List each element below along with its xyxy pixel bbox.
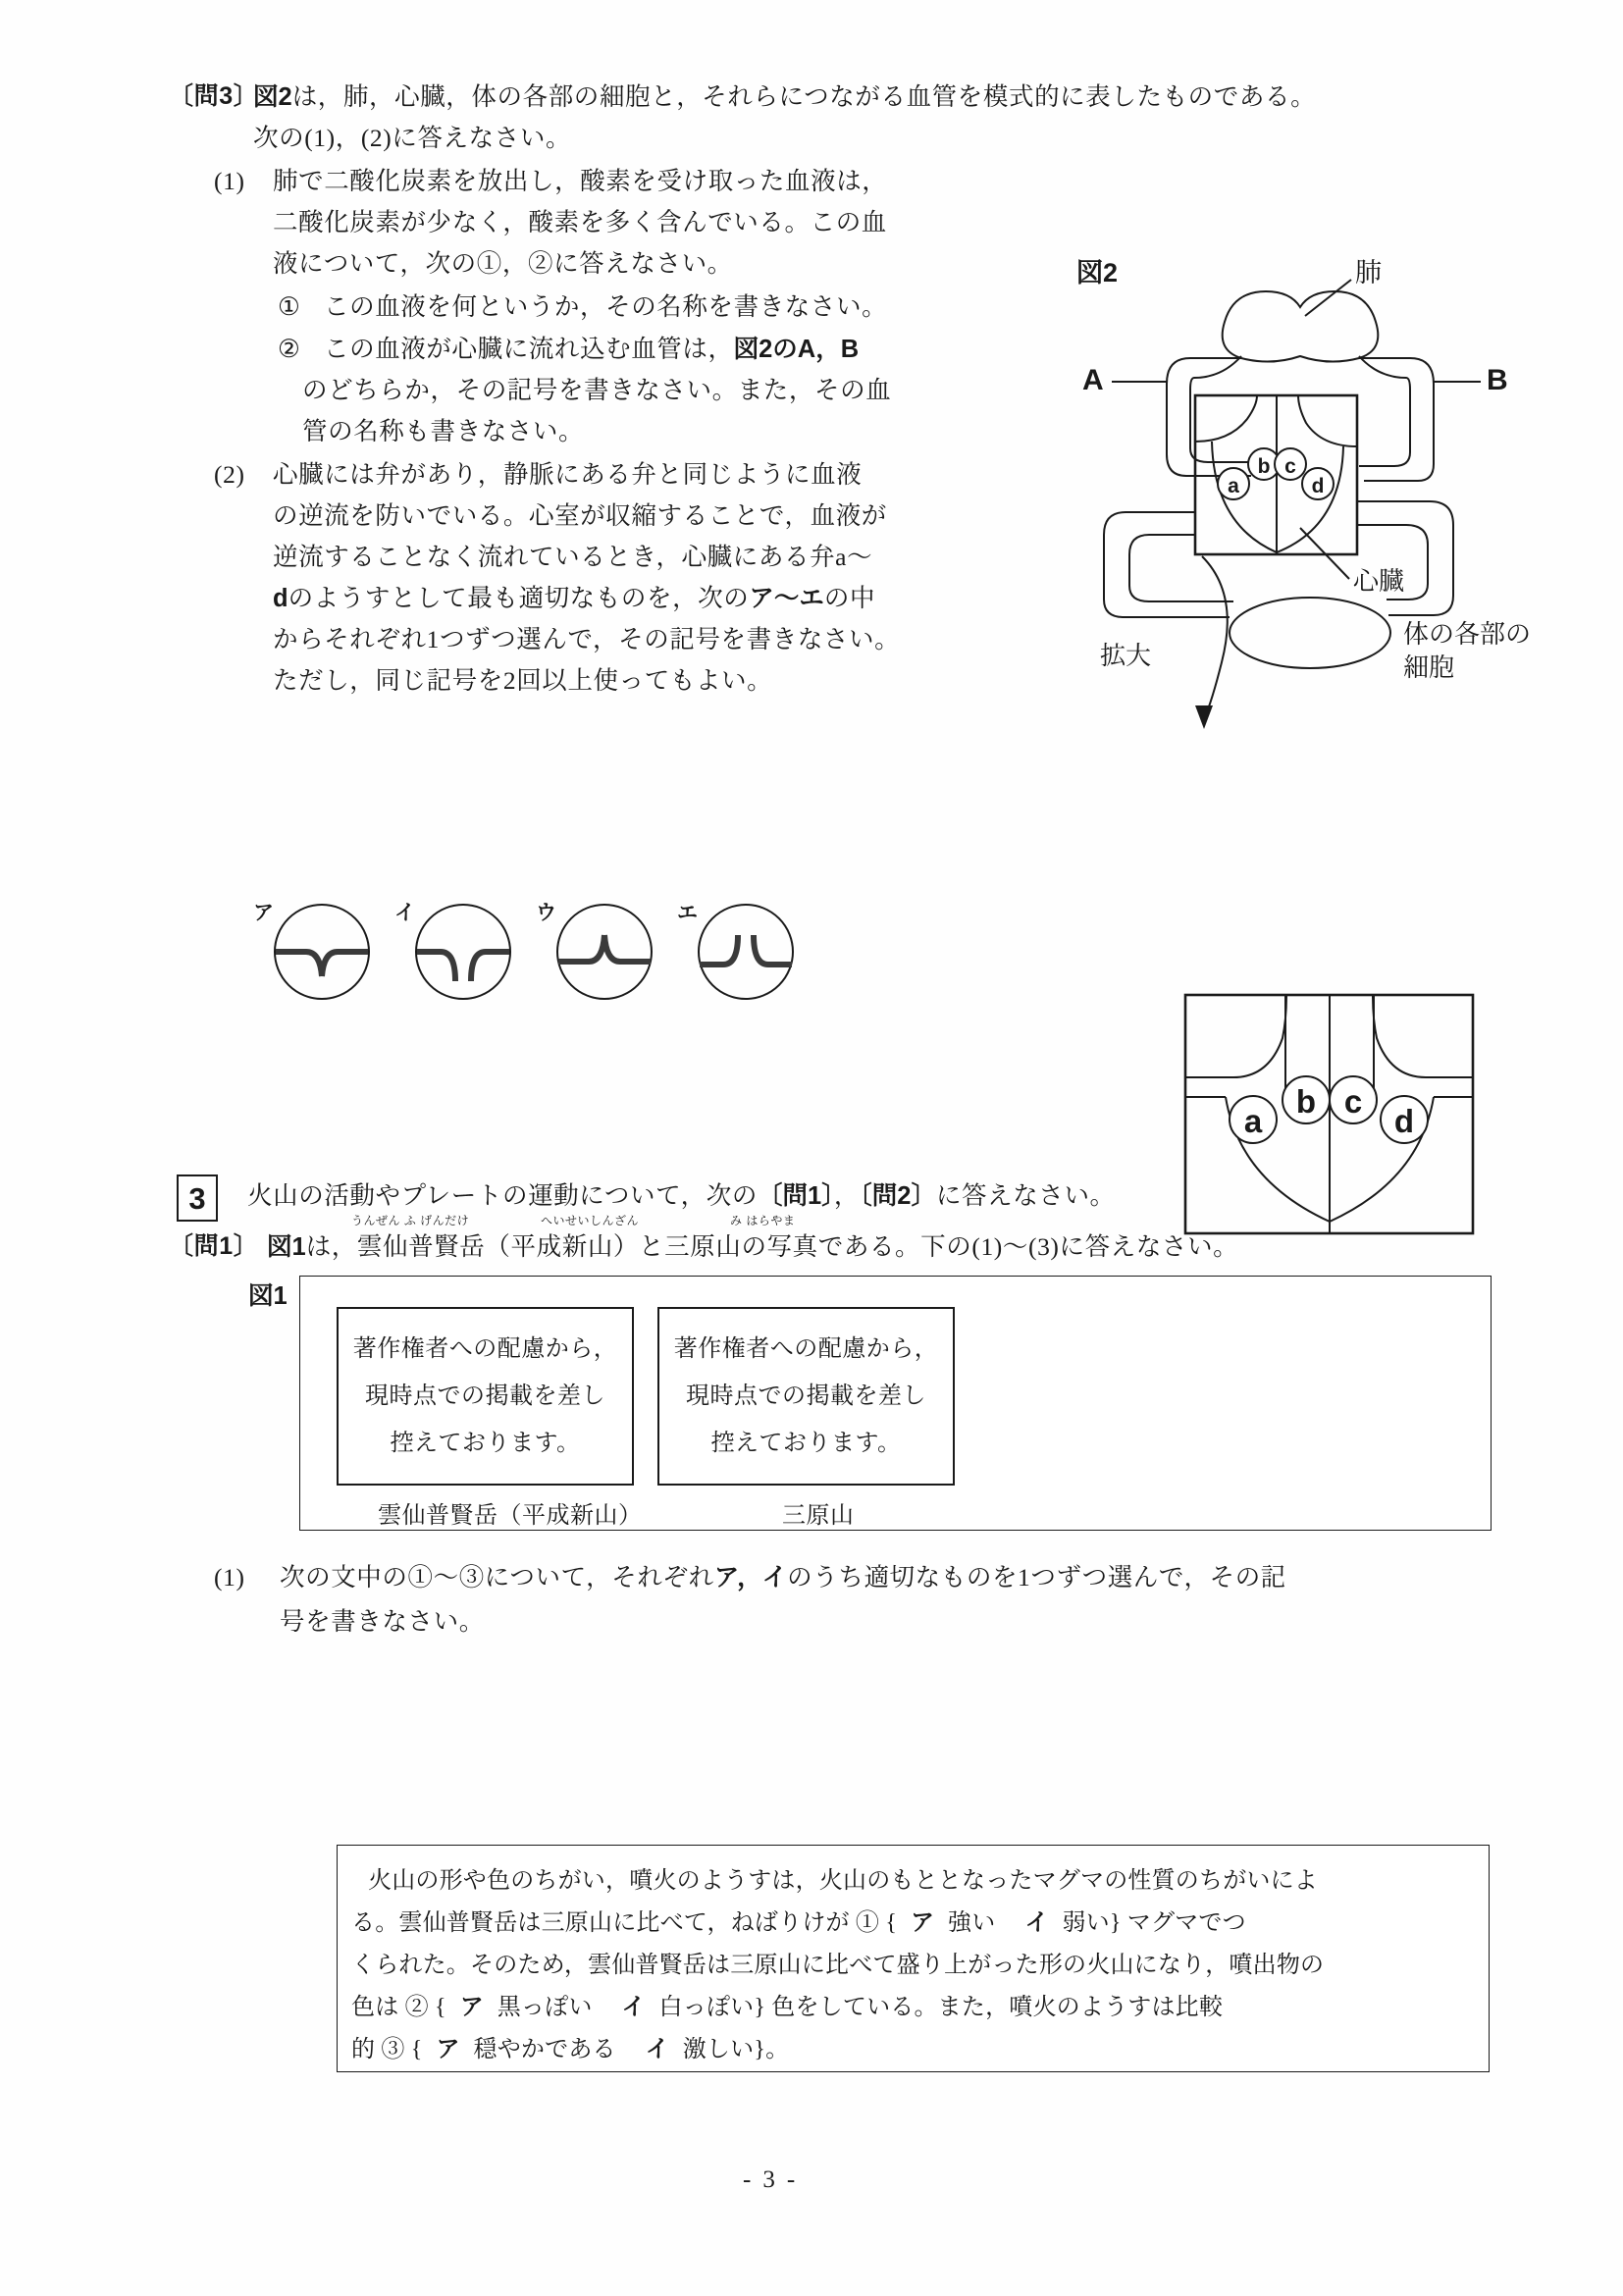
sec3-q1-label: 〔問1〕 (169, 1232, 259, 1260)
detail-valve-marker-b (1283, 1076, 1330, 1123)
figure-2-label-b: B (1487, 364, 1508, 396)
q3-sub2-choices-range: ア〜エ (749, 585, 824, 612)
q3-sub1-line-3: 液について，次の①，②に答えなさい。 (273, 249, 733, 278)
svg-text:b: b (1257, 455, 1271, 478)
figure-2-label-a: A (1082, 364, 1104, 396)
photo-caption-left: 雲仙普賢岳（平成新山） (378, 1503, 643, 1529)
figure-2-detail (1184, 994, 1474, 1234)
statement-1-choice-a-mark: ア (911, 1909, 935, 1936)
q3-sub2-line-2: の逆流を防いでいる。心室が収縮することで，血液が (273, 501, 887, 530)
photo-placeholder-right (657, 1307, 955, 1486)
sec3-q1-and: と (639, 1232, 665, 1261)
page-marker-left: - (743, 2166, 763, 2193)
vessel-pulmonary-right-inner (1359, 356, 1410, 466)
page-number: 3 (762, 2166, 787, 2193)
q3-sub2-valve-d: d (273, 585, 288, 612)
statement-3-choice-a-mark: ア (436, 2036, 460, 2062)
q3-sub1-line-2: 二酸化炭素が少なく，酸素を多く含んでいる。この血 (273, 208, 887, 236)
valve-choice-label-0: ア (253, 902, 274, 924)
sec3-sub1-line-1-a: 次の文中の①〜③について，それぞれ (280, 1563, 714, 1592)
photo-placeholder-left-line-2: 現時点での掲載を差し (365, 1383, 605, 1409)
figure-2-label-body-cells-1: 体の各部の (1403, 620, 1532, 649)
photo-placeholder-left-line-1: 著作権者への配慮から， (352, 1336, 618, 1362)
q3-sub1-item2-mark: ② (278, 335, 301, 363)
page-footer (743, 2166, 807, 2194)
statement-line-4-a: 色は ② { (351, 1995, 446, 2020)
statement-1-choice-a-text: 強い (948, 1910, 996, 1936)
sec3-q1-text-b: の写真である。下の(1)〜(3)に答えなさい。 (741, 1232, 1239, 1261)
section-3-intro-q1: 〔問1〕 (757, 1182, 834, 1210)
valve-marker-a (1218, 468, 1249, 499)
heart-right-atrium (1298, 395, 1357, 446)
figure-2-label-lung: 肺 (1355, 258, 1382, 287)
valve-marker-d (1302, 468, 1334, 499)
q3-sub1-item1-text: この血液を何というか，その名称を書きなさい。 (324, 292, 888, 321)
statement-line-4-b: } 色をしている。また，噴火のようすは比較 (754, 1995, 1224, 2020)
paren-close: ） (612, 1232, 640, 1261)
q3-sub1-item2-line-1 (324, 337, 859, 363)
figure-2-label-heart: 心臓 (1353, 567, 1405, 596)
q3-sub2-line-4-text: のようすとして最も適切なものを，次の (288, 584, 750, 612)
figure-1-title-wrap (248, 1283, 288, 1310)
svg-text:d: d (1393, 1103, 1415, 1139)
photo-placeholder-right-line-3: 控えております。 (710, 1431, 902, 1456)
sec3-sub1-choices: ア，イ (713, 1564, 788, 1592)
statement-line-1: 火山の形や色のちがい，噴火のようすは，火山のもととなったマグマの性質のちがいによ (368, 1868, 1318, 1894)
q3-sub1-label: (1) (214, 167, 245, 195)
q3-sub2-line-6: ただし，同じ記号を2回以上使ってもよい。 (273, 666, 773, 695)
sec3-sub1-line-1-c: のうち適切なものを1つずつ選んで，その記 (787, 1563, 1286, 1592)
statement-3-choice-b-mark: イ (645, 2036, 669, 2062)
q3-sub2-line-1: 心臓には弁があり，静脈にある弁と同じように血液 (273, 460, 863, 489)
unzen-ruby: うんぜん ふ げんだけ (351, 1214, 470, 1227)
unzen-name: 雲仙普賢岳 (356, 1232, 486, 1261)
q3-sub1-item2-line-3: 管の名称も書きなさい。 (302, 417, 585, 445)
q3-sub2-line-4-tail: の中 (823, 584, 876, 612)
svg-text:a: a (1228, 475, 1239, 497)
section-3-intro (247, 1183, 1116, 1210)
zoom-arrow-head (1195, 705, 1213, 729)
figure-2-title: 図2 (1076, 258, 1119, 287)
section-3-intro-q2: 〔問2〕 (860, 1182, 936, 1210)
sec3-q1-text-a: は， (305, 1232, 357, 1261)
statement-1-choice-b-mark: イ (1024, 1909, 1049, 1936)
statement-line-3: くられた。そのため，雲仙普賢岳は三原山に比べて盛り上がった形の火山になり，噴出物の (351, 1953, 1325, 1978)
svg-text:a: a (1243, 1103, 1263, 1139)
section-3-intro-post: に答えなさい。 (935, 1181, 1116, 1210)
q3-sub1-item2-text-a: この血液が心臓に流れ込む血管は， (324, 335, 734, 363)
svg-text:c: c (1284, 455, 1296, 478)
question-3-lead-line-2: 次の(1)，(2)に答えなさい。 (253, 124, 572, 152)
vessel-systemic-inner (1129, 535, 1233, 601)
statement-2-choice-a-text: 黒っぽい (497, 1995, 593, 2020)
statement-line-2-a: る。雲仙普賢岳は三原山に比べて，ねばりけが ① { (351, 1910, 898, 1936)
zoom-arrow-curve (1202, 556, 1228, 719)
question-3-lead-text: は，肺，心臓，体の各部の細胞と，それらにつながる血管を模式的に表したものである。 (291, 82, 1317, 111)
valve-choice-label-2: ウ (536, 902, 556, 924)
lung-pointer (1305, 280, 1351, 316)
valve-marker-c (1275, 448, 1306, 480)
svg-text:b: b (1295, 1083, 1317, 1120)
fig1-reference-inline: 図1 (267, 1233, 306, 1261)
detail-valve-marker-c (1330, 1076, 1377, 1123)
detail-valve-marker-d (1381, 1096, 1428, 1143)
section-3-intro-pre: 火山の活動やプレートの運動について，次の (247, 1181, 758, 1210)
statement-2-choice-b-mark: イ (621, 1994, 646, 2020)
sec3-sub1-label: (1) (214, 1563, 245, 1592)
figure-1-title: 図1 (248, 1282, 288, 1310)
sec3-sub1-line-2: 号を書きなさい。 (280, 1607, 485, 1636)
section-3-intro-mid: ， (833, 1181, 861, 1210)
vessel-systemic-right-outer (1357, 501, 1453, 615)
valve-choice-label-3: エ (677, 902, 698, 924)
statement-line-5-b: }。 (754, 2037, 790, 2062)
detail-valve-marker-a (1230, 1096, 1277, 1143)
valve-choice-group (245, 888, 756, 1016)
svg-text:c: c (1343, 1083, 1363, 1120)
statement-3-choice-a-text: 穏やかである (473, 2037, 616, 2062)
q3-sub2-line-3: 逆流することなく流れているとき，心臓にある弁a〜 (273, 543, 873, 571)
figure-2-label-body-cells-2: 細胞 (1403, 653, 1455, 682)
question-3-lead-line-1 (253, 84, 1316, 111)
statement-line-2-b: } マグマでつ (1109, 1910, 1246, 1936)
photo-placeholder-left (337, 1307, 634, 1486)
lung-shape (1223, 291, 1379, 362)
mihara-ruby: み はらやま (730, 1214, 796, 1227)
statement-2-choice-a-mark: ア (459, 1994, 484, 2020)
photo-caption-right: 三原山 (782, 1503, 855, 1529)
statement-line-4 (351, 1996, 1223, 2019)
heart-left-atrium (1195, 395, 1257, 442)
statement-line-5-a: 的 ③ { (351, 2037, 423, 2062)
detail-right-atrium (1373, 995, 1426, 1077)
photo-placeholder-right-line-2: 現時点での掲載を差し (686, 1383, 926, 1409)
photo-placeholder-right-line-1: 著作権者への配慮から， (673, 1336, 939, 1362)
q3-sub1-line-1: 肺で二酸化炭素を放出し，酸素を受け取った血液は， (273, 167, 888, 195)
vessel-pulmonary-left-inner (1190, 356, 1257, 462)
valve-choice-label-1: イ (394, 902, 415, 924)
body-cells-shape (1230, 598, 1390, 668)
sec3-sub1-line-1 (280, 1565, 1286, 1592)
valve-choice-b (394, 902, 510, 999)
section-3-number: 3 (177, 1174, 218, 1222)
mihara-name: 三原山 (664, 1232, 742, 1261)
page-marker-right: - (786, 2166, 808, 2193)
valve-choice-c (536, 902, 652, 999)
question-3-label: 〔問3〕 (169, 82, 259, 110)
figure-2-label-zoom: 拡大 (1100, 642, 1152, 670)
statement-line-2 (351, 1911, 1246, 1935)
detail-left-atrium (1233, 995, 1286, 1077)
statement-1-choice-b-text: 弱い (1062, 1910, 1110, 1936)
q3-sub2-label: (2) (214, 460, 245, 489)
paren-open: （ (485, 1232, 511, 1261)
statement-2-choice-b-text: 白っぽい (658, 1995, 755, 2020)
q3-sub1-item2-line-2: のどちらか，その記号を書きなさい。また，その血 (302, 376, 892, 404)
svg-text:d: d (1311, 475, 1325, 497)
heisei-name: 平成新山 (510, 1232, 613, 1261)
statement-3-choice-b-text: 激しい (682, 2037, 755, 2062)
q3-sub1-item1-mark: ① (278, 292, 301, 321)
fig2-reference-inline: 図2 (253, 83, 292, 111)
valve-choice-a (253, 902, 369, 999)
q3-sub2-line-4 (273, 586, 875, 612)
figure-2 (1065, 240, 1532, 775)
heisei-ruby: へいせいしんざん (541, 1214, 640, 1227)
sec3-q1-text (267, 1234, 1238, 1261)
q3-sub1-item2-text-b: 図2のA，B (733, 336, 860, 363)
statement-line-5 (351, 2038, 789, 2061)
photo-placeholder-left-line-3: 控えております。 (390, 1431, 581, 1456)
q3-sub2-line-5: からそれぞれ1つずつ選んで，その記号を書きなさい。 (273, 625, 901, 653)
valve-choice-d (677, 902, 793, 999)
